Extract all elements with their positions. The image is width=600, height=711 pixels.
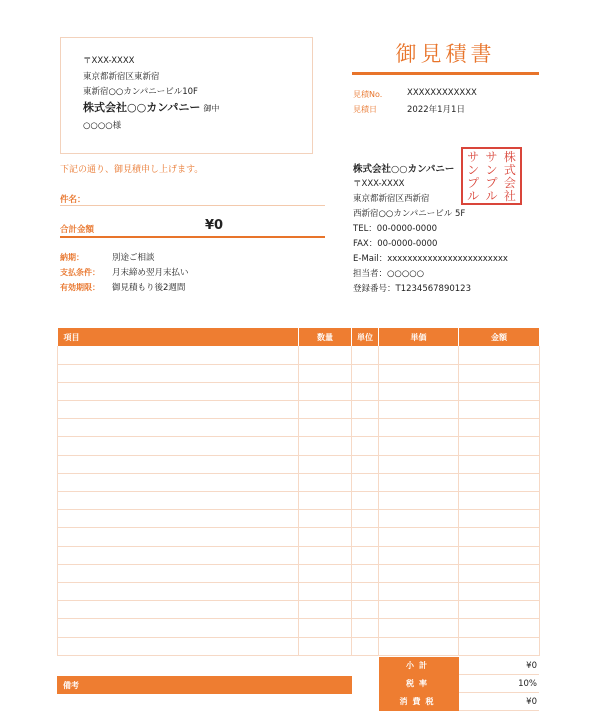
tax-rate-value: 10% <box>459 675 539 693</box>
table-cell[interactable] <box>299 346 352 364</box>
table-row <box>58 637 540 655</box>
table-cell[interactable] <box>299 510 352 528</box>
issuer-email: E-Mail：xxxxxxxxxxxxxxxxxxxxxxxx <box>353 254 508 264</box>
table-cell[interactable] <box>352 528 379 546</box>
recipient-honorific: 御中 <box>203 104 220 113</box>
table-cell[interactable] <box>379 510 459 528</box>
table-row <box>58 619 540 637</box>
table-row <box>58 382 540 400</box>
seal-character: 式 <box>503 162 516 177</box>
table-cell[interactable] <box>352 419 379 437</box>
recipient-postal: 〒XXX-XXXX <box>83 56 135 66</box>
table-cell[interactable] <box>379 528 459 546</box>
table-cell[interactable] <box>58 528 299 546</box>
table-row <box>58 601 540 619</box>
table-cell[interactable] <box>299 437 352 455</box>
table-row <box>58 564 540 582</box>
company-seal-stamp <box>461 147 522 205</box>
subject-label: 件名： <box>60 195 86 205</box>
table-cell[interactable] <box>379 401 459 419</box>
recipient-company-name: 株式会社○○カンパニー <box>83 101 201 114</box>
table-row <box>58 510 540 528</box>
table-cell[interactable] <box>58 564 299 582</box>
table-cell[interactable] <box>352 564 379 582</box>
table-cell[interactable] <box>299 601 352 619</box>
seal-character: 社 <box>503 188 516 203</box>
seal-character: 会 <box>503 175 516 190</box>
table-cell[interactable] <box>352 601 379 619</box>
seal-characters <box>464 150 519 202</box>
column-header-unit: 単位 <box>352 328 379 346</box>
issuer-contact: 担当者：○○○○○ <box>353 269 425 279</box>
greeting-text: 下記の通り、御見積申し上げます。 <box>60 165 204 175</box>
term-value-payment: 月末締め翌月末払い <box>112 268 189 278</box>
table-cell[interactable] <box>352 582 379 600</box>
table-cell[interactable] <box>379 364 459 382</box>
table-cell[interactable] <box>379 619 459 637</box>
table-cell[interactable] <box>58 473 299 491</box>
table-cell[interactable] <box>459 528 540 546</box>
table-cell[interactable] <box>459 582 540 600</box>
table-row <box>58 546 540 564</box>
total-amount: ¥0 <box>205 218 224 233</box>
table-cell[interactable] <box>299 382 352 400</box>
seal-character: サ <box>467 149 480 164</box>
table-cell[interactable] <box>379 601 459 619</box>
table-cell[interactable] <box>299 492 352 510</box>
table-cell[interactable] <box>459 455 540 473</box>
table-cell[interactable] <box>299 582 352 600</box>
table-cell[interactable] <box>379 564 459 582</box>
seal-character: ン <box>485 162 498 177</box>
table-cell[interactable] <box>379 419 459 437</box>
table-row <box>58 364 540 382</box>
table-row <box>58 455 540 473</box>
table-row <box>58 473 540 491</box>
table-cell[interactable] <box>352 473 379 491</box>
consumption-tax-label: 消費税 <box>379 693 459 711</box>
table-cell[interactable] <box>459 492 540 510</box>
table-cell[interactable] <box>459 564 540 582</box>
seal-character: ル <box>485 188 498 203</box>
table-row <box>58 401 540 419</box>
quote-date-label: 見積日 <box>353 105 377 114</box>
table-cell[interactable] <box>459 364 540 382</box>
subtotal-value: ¥0 <box>459 657 539 675</box>
table-cell[interactable] <box>352 455 379 473</box>
table-cell[interactable] <box>379 473 459 491</box>
table-row <box>58 437 540 455</box>
table-cell[interactable] <box>299 528 352 546</box>
table-cell[interactable] <box>58 510 299 528</box>
table-cell[interactable] <box>352 437 379 455</box>
table-cell[interactable] <box>58 492 299 510</box>
table-cell[interactable] <box>58 546 299 564</box>
table-cell[interactable] <box>58 582 299 600</box>
term-label-delivery: 納期： <box>60 253 84 262</box>
recipient-address-line-1: 東京都新宿区東新宿 <box>83 72 160 82</box>
table-cell[interactable] <box>299 401 352 419</box>
issuer-address-line-2: 西新宿○○カンパニービル 5F <box>353 209 466 219</box>
table-cell[interactable] <box>379 455 459 473</box>
column-header-unit-price: 単価 <box>379 328 459 346</box>
table-cell[interactable] <box>58 637 299 655</box>
table-cell[interactable] <box>379 546 459 564</box>
term-label-validity: 有効期限： <box>60 283 100 292</box>
table-cell[interactable] <box>299 473 352 491</box>
issuer-registration-number: 登録番号：T1234567890123 <box>353 284 471 294</box>
table-body <box>58 346 540 655</box>
table-cell[interactable] <box>352 510 379 528</box>
column-header-amount: 金額 <box>459 328 540 346</box>
table-cell[interactable] <box>379 492 459 510</box>
term-value-delivery: 別途ご相談 <box>112 253 155 263</box>
term-label-payment: 支払条件： <box>60 268 100 277</box>
table-row <box>58 582 540 600</box>
subtotal-label: 小計 <box>379 657 459 675</box>
table-cell[interactable] <box>299 637 352 655</box>
issuer-postal: 〒XXX-XXXX <box>353 179 405 189</box>
table-cell[interactable] <box>58 382 299 400</box>
table-cell[interactable] <box>459 619 540 637</box>
table-cell[interactable] <box>459 601 540 619</box>
table-row <box>58 419 540 437</box>
table-cell[interactable] <box>352 546 379 564</box>
table-row <box>58 346 540 364</box>
table-cell[interactable] <box>459 510 540 528</box>
table-cell[interactable] <box>58 364 299 382</box>
issuer-company: 株式会社○○カンパニー <box>353 164 455 175</box>
remarks-header: 備考 <box>57 676 352 694</box>
table-cell[interactable] <box>299 419 352 437</box>
table-cell[interactable] <box>379 346 459 364</box>
table-cell[interactable] <box>459 473 540 491</box>
issuer-fax: FAX：00-0000-0000 <box>353 239 438 249</box>
subject-underline <box>60 205 325 206</box>
quote-date: 2022年1月1日 <box>407 105 465 115</box>
quote-number-label: 見積No. <box>353 90 383 99</box>
total-label: 合計金額 <box>60 225 95 235</box>
column-header-item: 項目 <box>58 328 299 346</box>
recipient-person: ○○○○様 <box>83 121 122 131</box>
column-header-quantity: 数量 <box>299 328 352 346</box>
line-items-table <box>57 328 540 656</box>
table-cell[interactable] <box>352 619 379 637</box>
table-cell[interactable] <box>459 382 540 400</box>
table-cell[interactable] <box>299 364 352 382</box>
total-underline <box>60 236 325 238</box>
table-cell[interactable] <box>459 401 540 419</box>
table-cell[interactable] <box>352 364 379 382</box>
table-row <box>58 528 540 546</box>
table-cell[interactable] <box>58 346 299 364</box>
seal-character: プ <box>467 175 480 190</box>
seal-character: ン <box>467 162 480 177</box>
seal-character: ル <box>467 188 480 203</box>
table-cell[interactable] <box>379 382 459 400</box>
document-title: 御見積書 <box>395 42 496 66</box>
table-cell[interactable] <box>459 637 540 655</box>
table-cell[interactable] <box>299 619 352 637</box>
term-value-validity: 御見積もり後2週間 <box>112 283 186 293</box>
table-cell[interactable] <box>352 382 379 400</box>
issuer-tel: TEL：00-0000-0000 <box>353 224 438 234</box>
table-cell[interactable] <box>299 546 352 564</box>
table-cell[interactable] <box>58 455 299 473</box>
table-cell[interactable] <box>58 401 299 419</box>
table-cell[interactable] <box>352 401 379 419</box>
table-row <box>58 492 540 510</box>
recipient-address-line-2: 東新宿○○カンパニービル10F <box>83 87 198 97</box>
table-cell[interactable] <box>58 437 299 455</box>
table-cell[interactable] <box>379 437 459 455</box>
table-cell[interactable] <box>352 346 379 364</box>
tax-rate-label: 税率 <box>379 675 459 693</box>
consumption-tax-value: ¥0 <box>459 693 539 711</box>
recipient-company <box>83 99 219 115</box>
seal-character: サ <box>485 149 498 164</box>
seal-character: 株 <box>503 149 516 164</box>
table-cell[interactable] <box>58 601 299 619</box>
title-underline <box>352 72 539 75</box>
quote-number: XXXXXXXXXXXX <box>407 88 477 98</box>
table-cell[interactable] <box>58 419 299 437</box>
table-cell[interactable] <box>379 582 459 600</box>
table-cell[interactable] <box>299 564 352 582</box>
table-cell[interactable] <box>352 492 379 510</box>
table-header-row <box>58 328 540 346</box>
issuer-address-line-1: 東京都新宿区西新宿 <box>353 194 430 204</box>
table-cell[interactable] <box>352 637 379 655</box>
recipient-address-box <box>60 37 313 154</box>
table-cell[interactable] <box>299 455 352 473</box>
table-cell[interactable] <box>459 419 540 437</box>
table-cell[interactable] <box>379 637 459 655</box>
seal-character: プ <box>485 175 498 190</box>
table-cell[interactable] <box>58 619 299 637</box>
table-cell[interactable] <box>459 346 540 364</box>
table-cell[interactable] <box>459 437 540 455</box>
table-cell[interactable] <box>459 546 540 564</box>
